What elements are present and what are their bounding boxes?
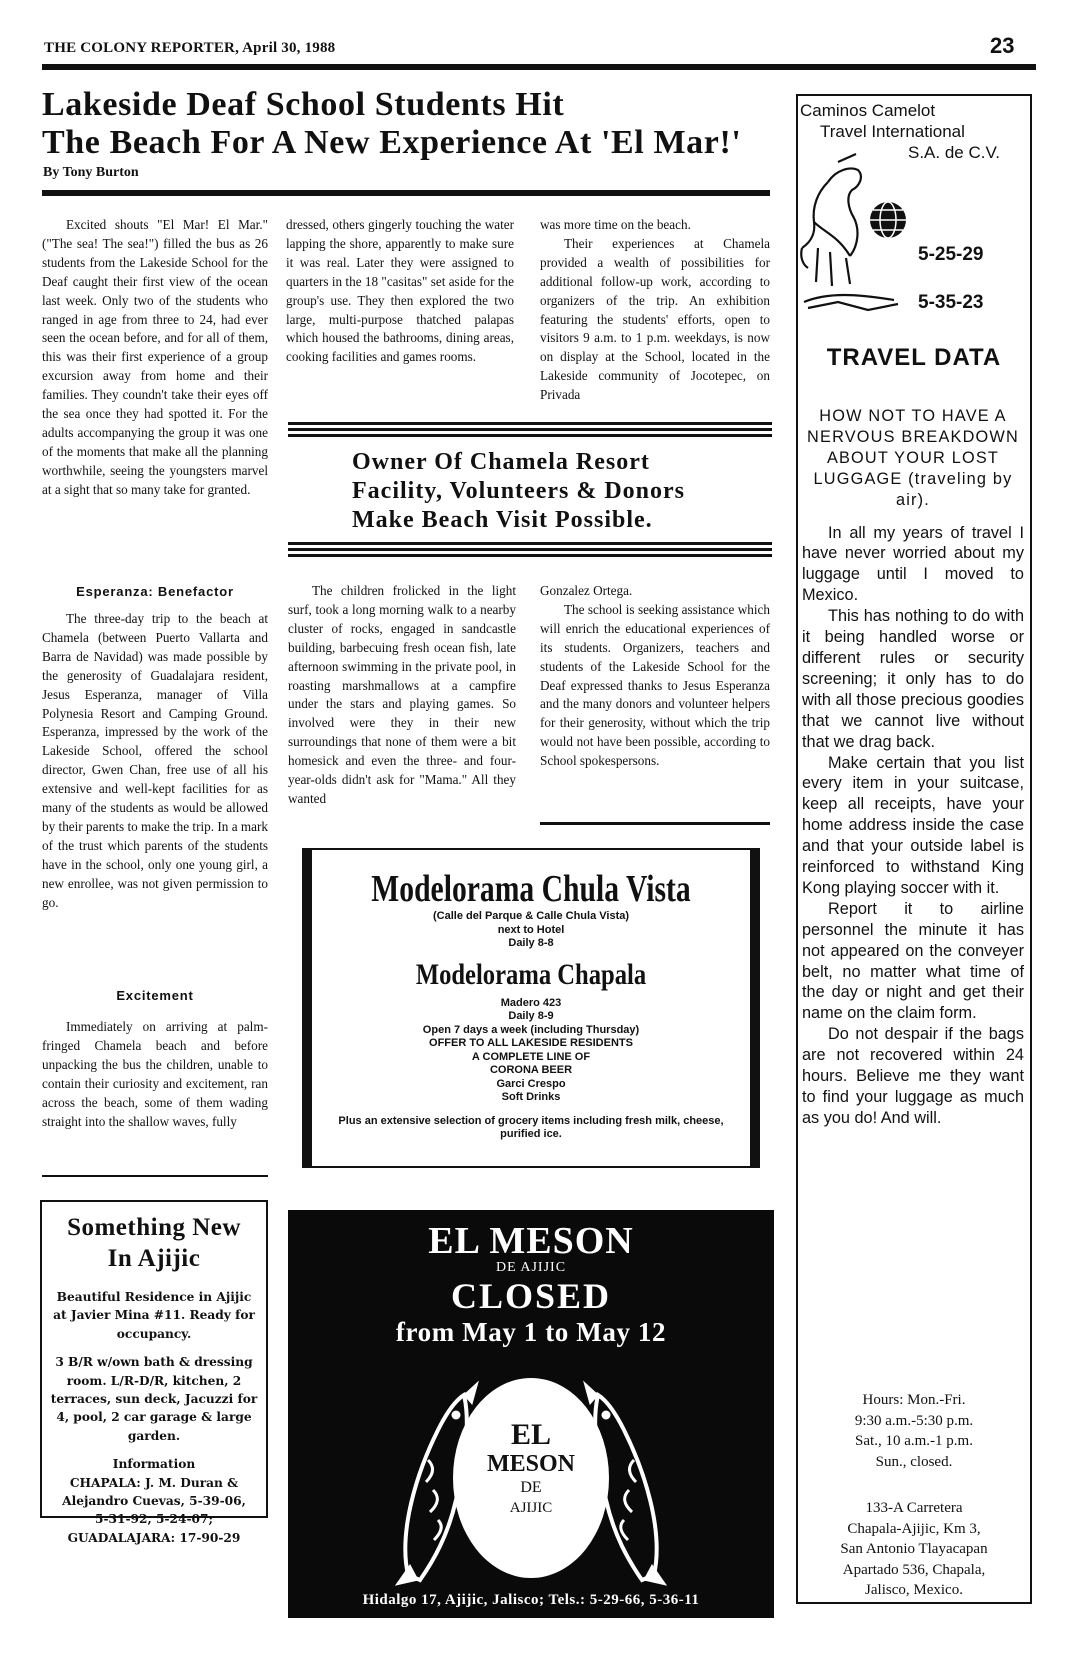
article-headline	[42, 86, 782, 162]
sidebar-headline: HOW NOT TO HAVE A NERVOUS BREAKDOWN ABOUT YOUR LOST LUGGAGE (traveling by air).	[807, 407, 1019, 509]
headline-line-1: Lakeside Deaf School Students Hit	[42, 86, 565, 123]
ad-contact-line: Alejandro Cuevas, 5-39-06,	[62, 1494, 246, 1509]
logo-meson: MESON	[486, 1451, 575, 1477]
ad-el-meson	[288, 1210, 774, 1618]
ad-title: Modelorama Chula Vista	[371, 868, 691, 910]
article-column-1-excitement	[42, 1018, 268, 1131]
header-rule	[42, 64, 1036, 70]
sidebar-article	[802, 406, 1024, 1129]
article-paragraph: was more time on the beach.	[540, 217, 691, 232]
ad-title: Something New	[67, 1214, 241, 1241]
masthead: THE COLONY REPORTER, April 30, 1988	[44, 40, 336, 56]
ad-footer: Hidalgo 17, Ajijic, Jalisco; Tels.: 5-29-66, 5-36-11	[362, 1592, 700, 1608]
ad-line: A COMPLETE LINE OF	[471, 1050, 591, 1063]
logo-de: DE	[520, 1479, 542, 1496]
ad-something-new	[40, 1200, 268, 1545]
column-end-rule	[42, 1175, 268, 1177]
ad-contact-line: CHAPALA: J. M. Duran &	[69, 1475, 239, 1490]
business-hours	[796, 1390, 1032, 1472]
subhead-line: Facility, Volunteers & Donors	[352, 478, 685, 504]
company-name: Caminos Camelot	[800, 101, 936, 120]
subhead-line: Owner Of Chamela Resort	[352, 449, 650, 475]
ad-title: Modelorama Chapala	[415, 957, 647, 991]
sidebar-title: TRAVEL DATA	[826, 344, 1002, 371]
ad-info-heading: Information	[112, 1457, 196, 1472]
article-paragraph: Gonzalez Ortega.	[540, 583, 633, 598]
ad-line: Garci Crespo	[496, 1077, 566, 1090]
article-paragraph: The three-day trip to the beach at Chamela (between Puerto Vallarta and Barra de Navidad) was made possible by the generosity of Guadalajara resident, Jesus Esperanza, manager of Villa Polynesia Resort and Camping Ground. Esperanza, impressed by the work of the Lakeside School, offered the school director, Gwen Chan, free use of all his extensive and well-kept facilities for as many of the students as would be allowed by their parents to make the trip. In a mark of the trust which parents of the students have in the school, only one young girl, a new enrollee, was not given permission to go.	[42, 611, 268, 910]
sidebar-paragraph: Report it to airline personnel the minute it has not appeared on the conveyer belt, no matter what time of the day or night and get their name on the claim form.	[802, 899, 1024, 1023]
hours-line: Sun., closed.	[875, 1453, 953, 1470]
article-column-1-esperanza	[42, 610, 268, 913]
unicorn-globe-icon	[798, 152, 918, 320]
ad-line: Open 7 days a week (including Thursday)	[422, 1023, 640, 1036]
ad-title: In Ajijic	[107, 1245, 201, 1272]
article-column-3-intro	[540, 216, 770, 405]
address-line: Jalisco, Mexico.	[865, 1582, 963, 1598]
sidebar-paragraph: In all my years of travel I have never worried about my luggage until I moved to Mexico.	[802, 523, 1024, 605]
phone-number: 5-35-23	[918, 292, 984, 313]
address-line: Apartado 536, Chapala,	[842, 1561, 986, 1578]
sidebar-paragraph: Do not despair if the bags are not recovered within 24 hours. Believe me they want to find your luggage as much as you do! And will.	[802, 1025, 1024, 1127]
column-end-rule	[540, 822, 770, 825]
address-line: San Antonio Tlayacapan	[840, 1541, 988, 1557]
ad-paragraph: Beautiful Residence in Ajijic at Javier Mina #11. Ready for occupancy.	[53, 1290, 255, 1341]
ad-modelorama	[302, 848, 760, 1168]
ad-line: Daily 8-8	[508, 937, 554, 949]
logo-ajijic: AJIJIC	[509, 1500, 553, 1516]
page-number: 23	[990, 33, 1015, 58]
sidebar-paragraph: Make certain that you list every item in your suitcase, keep all receipts, have your home address inside the case and that your outside label is reinforced to withstand King Kong playing soccer with it.	[802, 753, 1024, 897]
oval-logo-text	[459, 1420, 603, 1518]
ad-footer: Plus an extensive selection of grocery items including fresh milk, cheese, purified ice.	[338, 1114, 724, 1140]
byline: By Tony Burton	[43, 165, 139, 180]
address-line: 133-A Carretera	[865, 1500, 963, 1516]
hours-line: Hours: Mon.-Fri.	[862, 1392, 966, 1408]
article-paragraph: The children frolicked in the light surf, took a long morning walk to a nearby cluster of rocks, engaged in sandcastle building, barbecuing fresh ocean fish, late afternoon swimming in the private pool, in roasting marshmallows at a campfire under the stars and playing games. So involved were they in their new surroundings that none of them were a bit homesick and even the three- and four-year-olds didn't ask for "Mama." All they wanted	[288, 583, 516, 806]
ad-line: Daily 8-9	[508, 1010, 554, 1022]
ad-line: Madero 423	[500, 996, 562, 1009]
sidebar-paragraph: This has nothing to do with it being handled worse or different rules or security screening; it only has to do with all those precious goodies that we cannot live without that we drag back.	[802, 607, 1024, 751]
hours-line: 9:30 a.m.-5:30 p.m.	[854, 1412, 974, 1429]
ad-closed-notice: CLOSED	[450, 1276, 612, 1316]
company-name: S.A. de C.V.	[908, 143, 1000, 162]
section-subhead	[352, 448, 772, 535]
ad-line: (Calle del Parque & Calle Chula Vista)	[432, 910, 630, 922]
article-column-3-lower	[540, 582, 770, 771]
address-line: Chapala-Ajijic, Km 3,	[847, 1520, 981, 1537]
ad-contact-line: 5-31-92, 5-24-07;	[94, 1512, 214, 1527]
ad-paragraph: 3 B/R w/own bath & dressing room. L/R-D/R, kitchen, 2 terraces, sun deck, Jacuzzi for 4, pool, 2 car garage & large garden.	[50, 1355, 258, 1443]
headline-rule	[42, 190, 770, 196]
ad-dates: from May 1 to May 12	[395, 1317, 667, 1347]
article-paragraph: Immediately on arriving at palm-fringed Chamela beach and before unpacking the bus the children, unable to contain their curiosity and excitement, ran across the beach, some of them wading straight into the shallow waves, fully	[42, 1019, 268, 1129]
phone-number: 5-25-29	[918, 244, 984, 265]
company-name: Travel International	[820, 122, 965, 141]
article-column-2-intro	[286, 216, 514, 367]
ad-title: EL MESON	[428, 1220, 634, 1262]
hours-line: Sat., 10 a.m.-1 p.m.	[855, 1433, 973, 1449]
ad-line: next to Hotel	[497, 923, 565, 936]
article-paragraph: Excited shouts "El Mar! El Mar." ("The sea! The sea!") filled the bus as 26 students from the Lakeside School for the Deaf caught their first view of the ocean last week. Only two of the students who ranged in age from three to 24, had ever seen the ocean before, and for all of them, this was their first experience of a group excursion away from home and their families. They coundn't take their eyes off the sea once they had spotted it. For the adults accompanying the group it was one of the moments that make all the planning worthwhile, seeing the youngsters marvel at a sight that so many take for granted.	[42, 217, 268, 497]
ad-line: OFFER TO ALL LAKESIDE RESIDENTS	[429, 1037, 633, 1049]
article-paragraph: The school is seeking assistance which will enrich the educational experiences of its students. Organizers, teachers and students of the Lakeside School for the Deaf expressed thanks to Jesus Esperanza and the many donors and volunteer helpers for their generosity, without which the trip would not have been possible, according to School spokespersons.	[540, 601, 770, 769]
ad-line: Soft Drinks	[501, 1091, 561, 1103]
subhead-esperanza: Esperanza: Benefactor	[76, 584, 234, 599]
article-column-1-intro	[42, 216, 268, 500]
headline-line-2: The Beach For A New Experience At 'El Mar!'	[42, 124, 742, 161]
ad-subtitle: DE AJIJIC	[495, 1260, 567, 1275]
logo-el: EL	[510, 1418, 552, 1451]
subhead-line: Make Beach Visit Possible.	[352, 507, 653, 533]
double-rule	[288, 542, 772, 560]
article-column-2-lower	[288, 582, 516, 809]
double-rule	[288, 422, 772, 440]
article-paragraph: Their experiences at Chamela provided a wealth of possibilities for additional follow-up work, according to organizers of the trip. An exhibition featuring the students' efforts, open to visitors 9 a.m. to 1 p.m. weekdays, is now on display at the School, located in the Lakeside community of Jocotepec, on Privada	[540, 235, 770, 403]
ad-line: CORONA BEER	[489, 1064, 573, 1076]
article-paragraph: dressed, others gingerly touching the water lapping the shore, apparently to make sure it was real. Later they were assigned to quarters in the 18 "casitas" set aside for the group's use. They then explored the two large, multi-purpose thatched palapas which housed the bathrooms, dining areas, cooking facilities and games rooms.	[286, 217, 514, 365]
ad-contact-line: GUADALAJARA: 17-90-29	[67, 1530, 241, 1545]
business-address	[796, 1498, 1032, 1601]
subhead-excitement: Excitement	[116, 988, 194, 1003]
